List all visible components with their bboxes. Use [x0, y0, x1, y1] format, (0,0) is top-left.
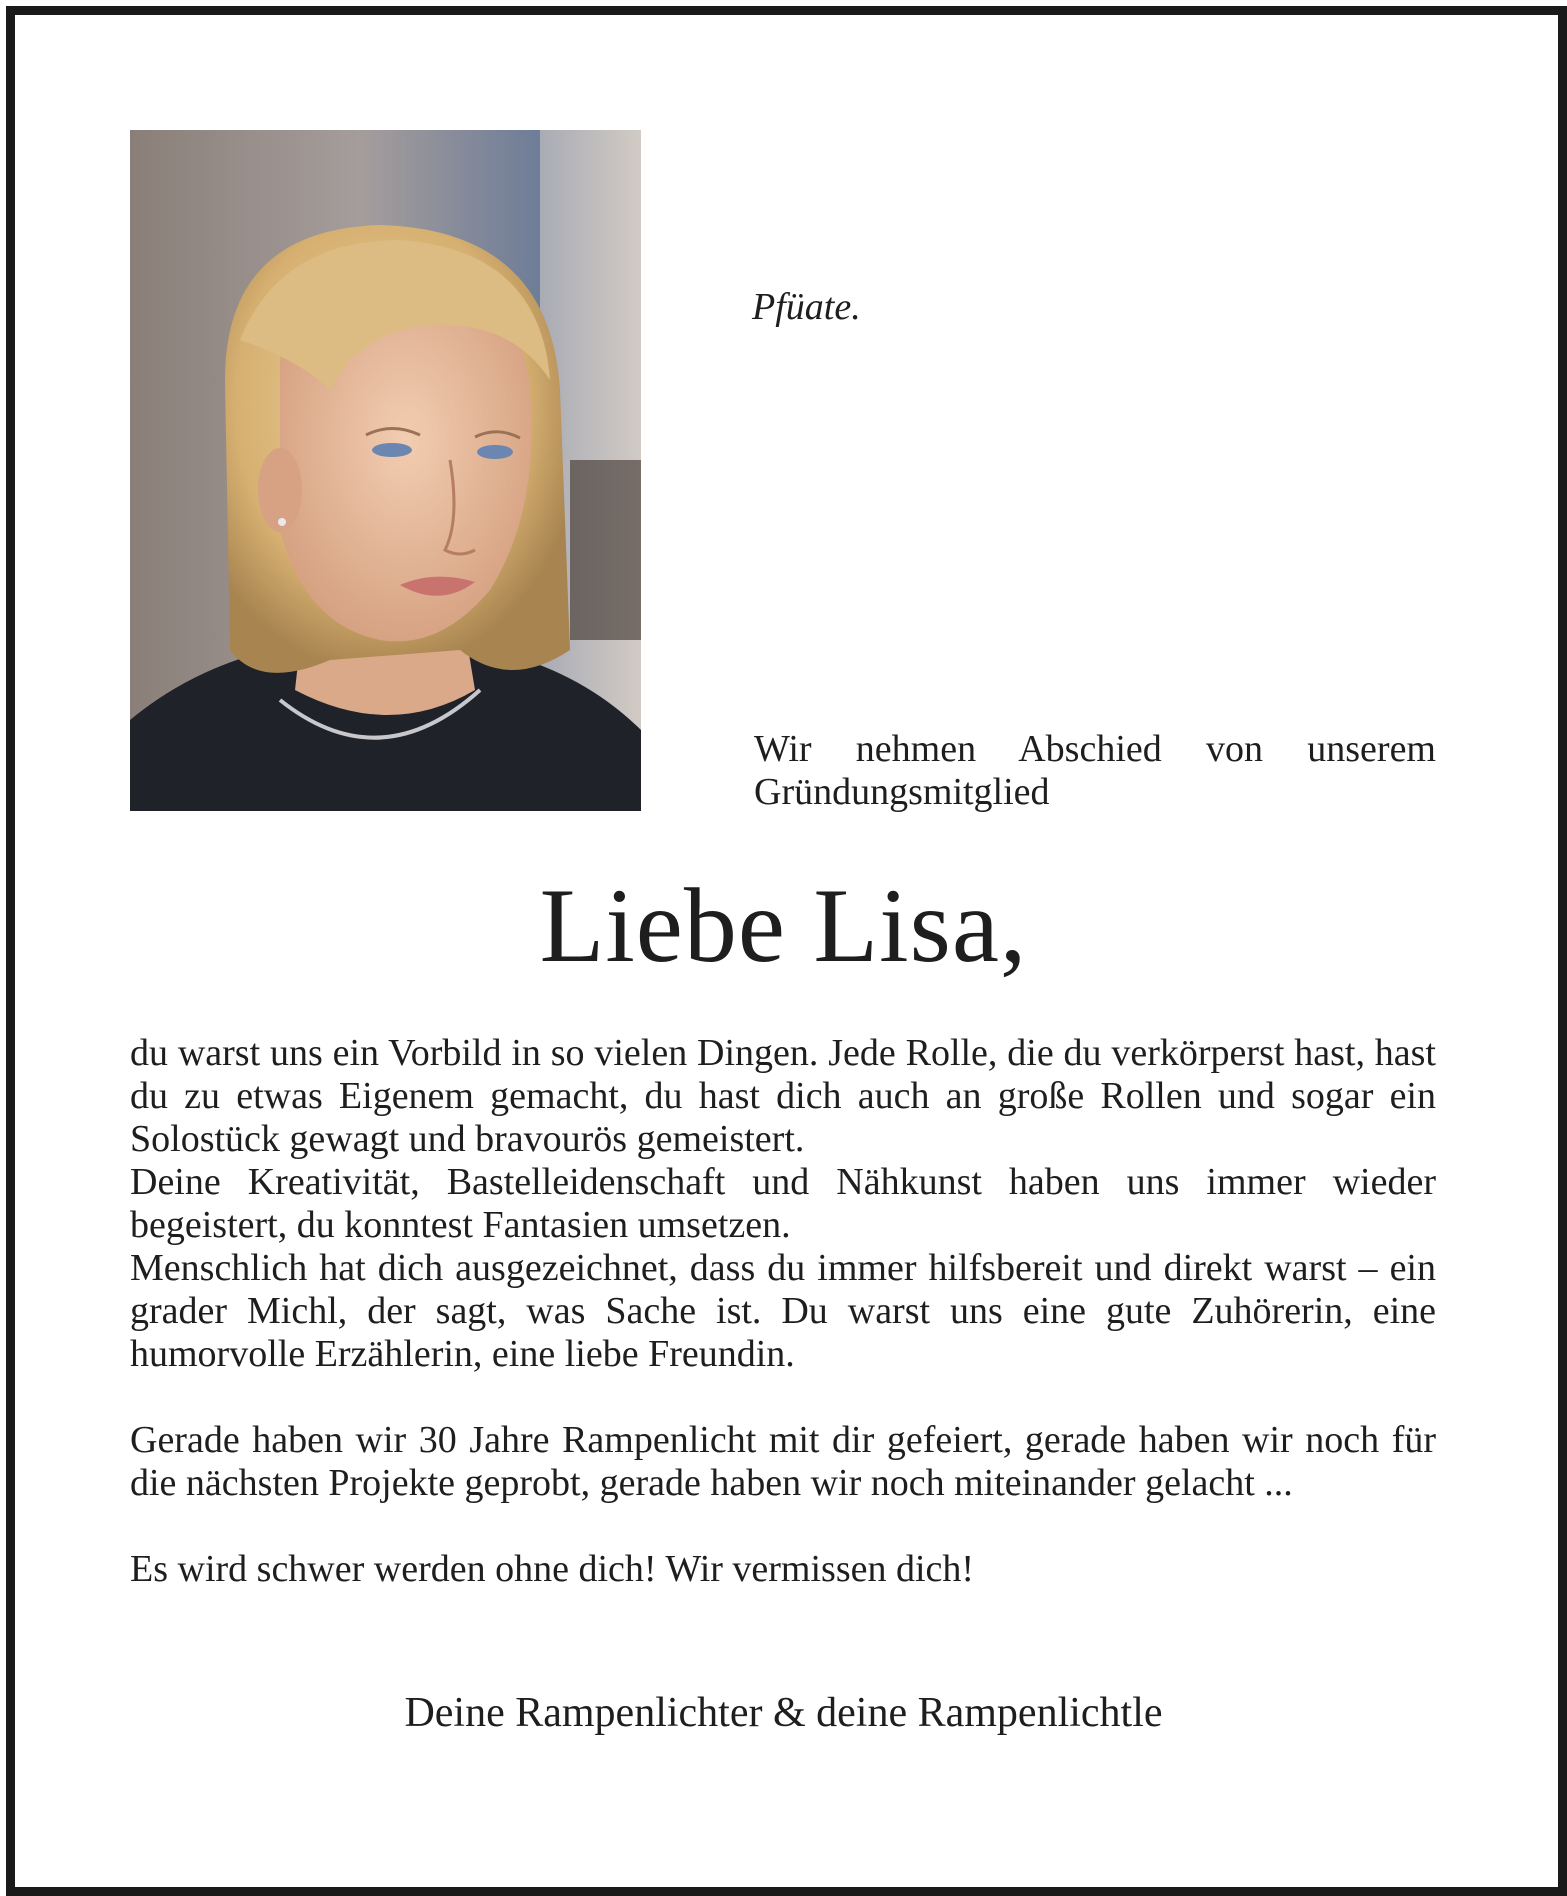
motto-text: Pfüate.: [752, 286, 861, 328]
body-paragraph-2: Deine Kreativität, Bastelleidenschaft und Nähkunst haben uns immer wieder begeistert, du konntest Fantasien umsetzen.: [130, 1161, 1436, 1246]
portrait-photo: [130, 130, 641, 811]
farewell-intro: [754, 728, 1436, 814]
farewell-line-1: Wir nehmen Abschied von unserem: [754, 728, 1436, 770]
body-paragraph-4: Gerade haben wir 30 Jahre Rampenlicht mit dir gefeiert, gerade haben wir noch für die nächsten Projekte geprobt, gerade haben wir noch miteinander gelacht ...: [130, 1419, 1436, 1504]
obituary-body: [130, 1032, 1436, 1591]
headline-name: Liebe Lisa,: [539, 867, 1028, 984]
body-paragraph-3: Menschlich hat dich ausgezeichnet, dass du immer hilfsbereit und direkt warst – ein grader Michl, der sagt, was Sache ist. Du warst uns eine gute Zuhörerin, eine humorvolle Erzählerin, eine liebe Freundin.: [130, 1247, 1436, 1375]
signature: Deine Rampenlichter & deine Rampenlichtle: [404, 1690, 1163, 1736]
body-paragraph-5: Es wird schwer werden ohne dich! Wir vermissen dich!: [130, 1548, 975, 1590]
body-paragraph-1: du warst uns ein Vorbild in so vielen Dingen. Jede Rolle, die du verkörperst hast, hast du zu etwas Eigenem gemacht, du hast dich auch an große Rollen und sogar ein Solostück gewagt und bravourös gemeistert.: [130, 1032, 1436, 1160]
farewell-line-2: Gründungsmitglied: [754, 771, 1050, 813]
